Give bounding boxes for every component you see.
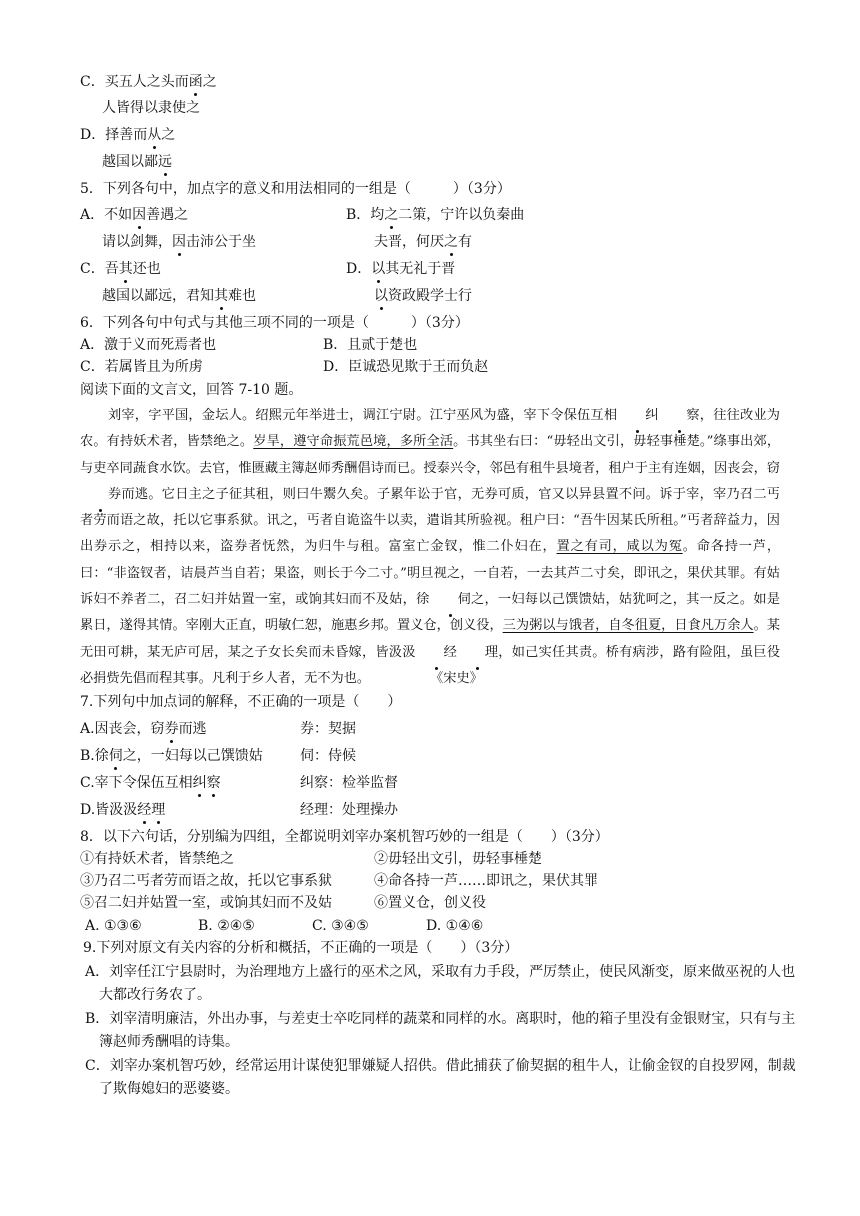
reading-intro: 阅读下面的文言文，回答 7-10 题。 — [80, 382, 303, 398]
dotted-char: 券 — [80, 482, 121, 508]
q9-option-b: B．刘宰清明廉洁，外出办事，与差吏士卒吃同样的蔬菜和同样的水。离职时，他的箱子里没有金银财宝，只有与主簿赵师秀酬唱的诗集。 — [85, 1011, 796, 1050]
dotted-char: 理 — [151, 802, 166, 818]
q9-stem: 9.下列对原文有关内容的分析和概括，不正确的一项是（ ）（3分） — [83, 940, 519, 956]
dotted-char: 以 — [374, 288, 388, 304]
q6-option-b: B．且贰于楚也 — [323, 337, 418, 353]
underlined-sentence: 岁旱，遵守命振荒邑境，多所全活 — [253, 434, 454, 450]
underlined-sentence: 置之有司，咸以为冤 — [556, 539, 683, 555]
q4-option-d-line1: D．择善而从之 — [80, 127, 176, 143]
dotted-char: 券 — [164, 721, 179, 737]
dotted-char: 经 — [416, 640, 457, 666]
dotted-char: 因 — [132, 207, 147, 223]
q5-option-d-line1: D．以其无礼于晋 — [346, 261, 456, 277]
q7-option-c-gloss: 纠察：检举监督 — [300, 775, 398, 791]
q6-stem: 6．下列各句中句式与其他三项不同的一项是（ ）（3分） — [80, 315, 469, 331]
dotted-char: 理 — [457, 640, 498, 666]
dotted-char: 纠 — [192, 775, 207, 791]
q4-option-c-line1: C．买五人之头而函之 — [80, 74, 217, 90]
q5-option-c-line1: C．吾其还也 — [80, 261, 161, 277]
q7-option-d: D.皆汲汲经理 — [80, 802, 166, 818]
dotted-char: 远 — [158, 154, 172, 170]
q5-option-a-line1: A．不如因善遇之 — [80, 207, 189, 223]
q8-option-a: A. ①③⑥ — [85, 918, 142, 934]
dotted-char: 经 — [137, 802, 152, 818]
q7-option-a-gloss: 券：契据 — [300, 721, 356, 737]
q5-option-a-line2: 请以剑舞，因击沛公于坐 — [102, 234, 256, 250]
passage-text: 刘宰，字平国，金坛人。绍熙元年举进士，调江宁尉。江宁巫风为盛，宰下令保伍互相 纠 察，往往改业为农。有持妖术者，皆禁绝之。岁旱，遵守命振荒邑境，多所全活。书其坐右曰：“毋轻出文引，毋轻事棰楚。”绦事出郊，与吏卒同蔬食水饮。去官，惟匮藏主簿赵师秀酬倡诗而已。授泰兴令，邻邑有租牛县境者，租户于主有连姻，因丧会，窃券而逃。它日主之子征其租，则曰牛鬻久矣。子累年讼于官，无券可质，官又以异县置不问。诉于宰，宰乃召二丐者劳而语之故，托以它事系狱。讯之，丐者自诡盗牛以卖，遣诣其所验视。租户曰：“吾牛因某氏所租。”丐者辞益力，因出券示之，相持以来，盗券者怃然，为归牛与租。富室亡金钗，惟二仆妇在，置之有司，咸以为冤。命各持一芦，曰：“非盗钗者，诘晨芦当自若；果盗，则长于今二寸。”明旦视之，一自若，一去其芦二寸矣，即讯之，果伏其罪。有姑诉妇不养者二，召二妇并姑置一室，或饷其妇而不及姑，徐 伺之，一妇每以己馔馈姑，姑犹呵之，其一反之。如是累日，遂得其情。宰刚大正直，明敏仁恕，施惠乡邦。置义仓，创义役，三为粥以与饿者，自冬徂夏，日食凡万余人。某无田可耕，某无庐可居，某之子女长矣而未昏嫁，皆汲汲 经 理，如己实任其责。桥有病涉，路有险阻，虽巨役必捐赀先倡而程其事。凡利于乡人者，无不为也。 《宋史》 — [80, 403, 780, 692]
q6-option-d: D．臣诚恐见欺于王而负赵 — [323, 359, 489, 375]
underlined-sentence: 三为粥以与饿者，自冬徂夏，日食凡万余人 — [502, 618, 754, 634]
dotted-char: 纠 — [617, 403, 658, 429]
dotted-char: 以 — [371, 261, 386, 277]
q8-item-5: ⑤召二妇并姑置一室，或饷其妇而不及姑 — [80, 895, 332, 911]
q5-option-c-line2: 越国以鄙远，君知其难也 — [102, 288, 256, 304]
dotted-char: 之 — [384, 207, 399, 223]
dotted-char: 之 — [444, 234, 458, 250]
q6-option-c: C．若属皆且为所虏 — [80, 359, 203, 375]
dotted-char: 函 — [188, 74, 203, 90]
q4-option-c-line2: 人皆得以隶使之 — [102, 100, 200, 116]
q8-item-3: ③乃召二丐者劳而语之故，托以它事系狱 — [80, 873, 332, 889]
dotted-char: 因 — [172, 234, 186, 250]
classical-passage — [80, 403, 780, 692]
dotted-char: 伺 — [430, 587, 471, 613]
q7-option-b: B.徐伺之，一妇每以己馔馈姑 — [80, 748, 263, 764]
q8-stem: 8．以下六句话，分别编为四组，全都说明刘宰办案机智巧妙的一组是（ ）（3分） — [80, 829, 609, 845]
q8-option-d: D. ①④⑥ — [426, 918, 484, 934]
q5-option-d-line2: 以资政殿学士行 — [374, 288, 472, 304]
q8-item-6: ⑥置义仓，创义役 — [374, 895, 486, 911]
q7-stem: 7.下列句中加点词的解释，不正确的一项是（ ） — [80, 694, 402, 710]
q9-option-a: A．刘宰任江宁县尉时，为治理地方上盛行的巫术之风，采取有力手段，严厉禁止，使民风渐变，原来做巫祝的人也大都改行务农了。 — [85, 964, 796, 1003]
q8-option-c: C. ③④⑤ — [312, 918, 369, 934]
q5-option-b-line1: B．均之二策，宁许以负秦曲 — [346, 207, 525, 223]
q8-option-b: B. ②④⑤ — [198, 918, 255, 934]
q5-option-b-line2: 夫晋，何厌之有 — [374, 234, 472, 250]
q4-option-d-line2: 越国以鄙远 — [102, 154, 172, 170]
dotted-char: 其 — [118, 261, 133, 277]
dotted-char: 伺 — [108, 748, 123, 764]
q5-stem: 5．下列各句中，加点字的意义和用法相同的一组是（ ）（3分） — [80, 181, 511, 197]
dotted-char: 察 — [658, 403, 699, 429]
q6-option-a: A．激于义而死焉者也 — [80, 337, 217, 353]
q7-option-a: A.因丧会，窃券而逃 — [80, 721, 207, 737]
q8-item-1: ①有持妖术者，皆禁绝之 — [80, 851, 234, 867]
q7-option-d-gloss: 经理：处理操办 — [300, 802, 398, 818]
q7-option-c: C.宰下令保伍互相纠察 — [80, 775, 221, 791]
passage-source: 《宋史》 — [430, 670, 483, 686]
q7-option-b-gloss: 伺：侍候 — [300, 748, 356, 764]
dotted-char: 从 — [147, 127, 162, 143]
dotted-char: 察 — [206, 775, 221, 791]
q8-item-2: ②毋轻出文引，毋轻事棰楚 — [374, 851, 542, 867]
q9-option-c: C．刘宰办案机智巧妙，经常运用计谋使犯罪嫌疑人招供。借此捕获了偷契据的租牛人，让偷金钗的自投罗网，制裁了欺侮媳妇的恶婆婆。 — [85, 1058, 796, 1097]
q8-item-4: ④命各持一芦……即讯之，果伏其罪 — [374, 873, 598, 889]
dotted-char: 其 — [214, 288, 228, 304]
